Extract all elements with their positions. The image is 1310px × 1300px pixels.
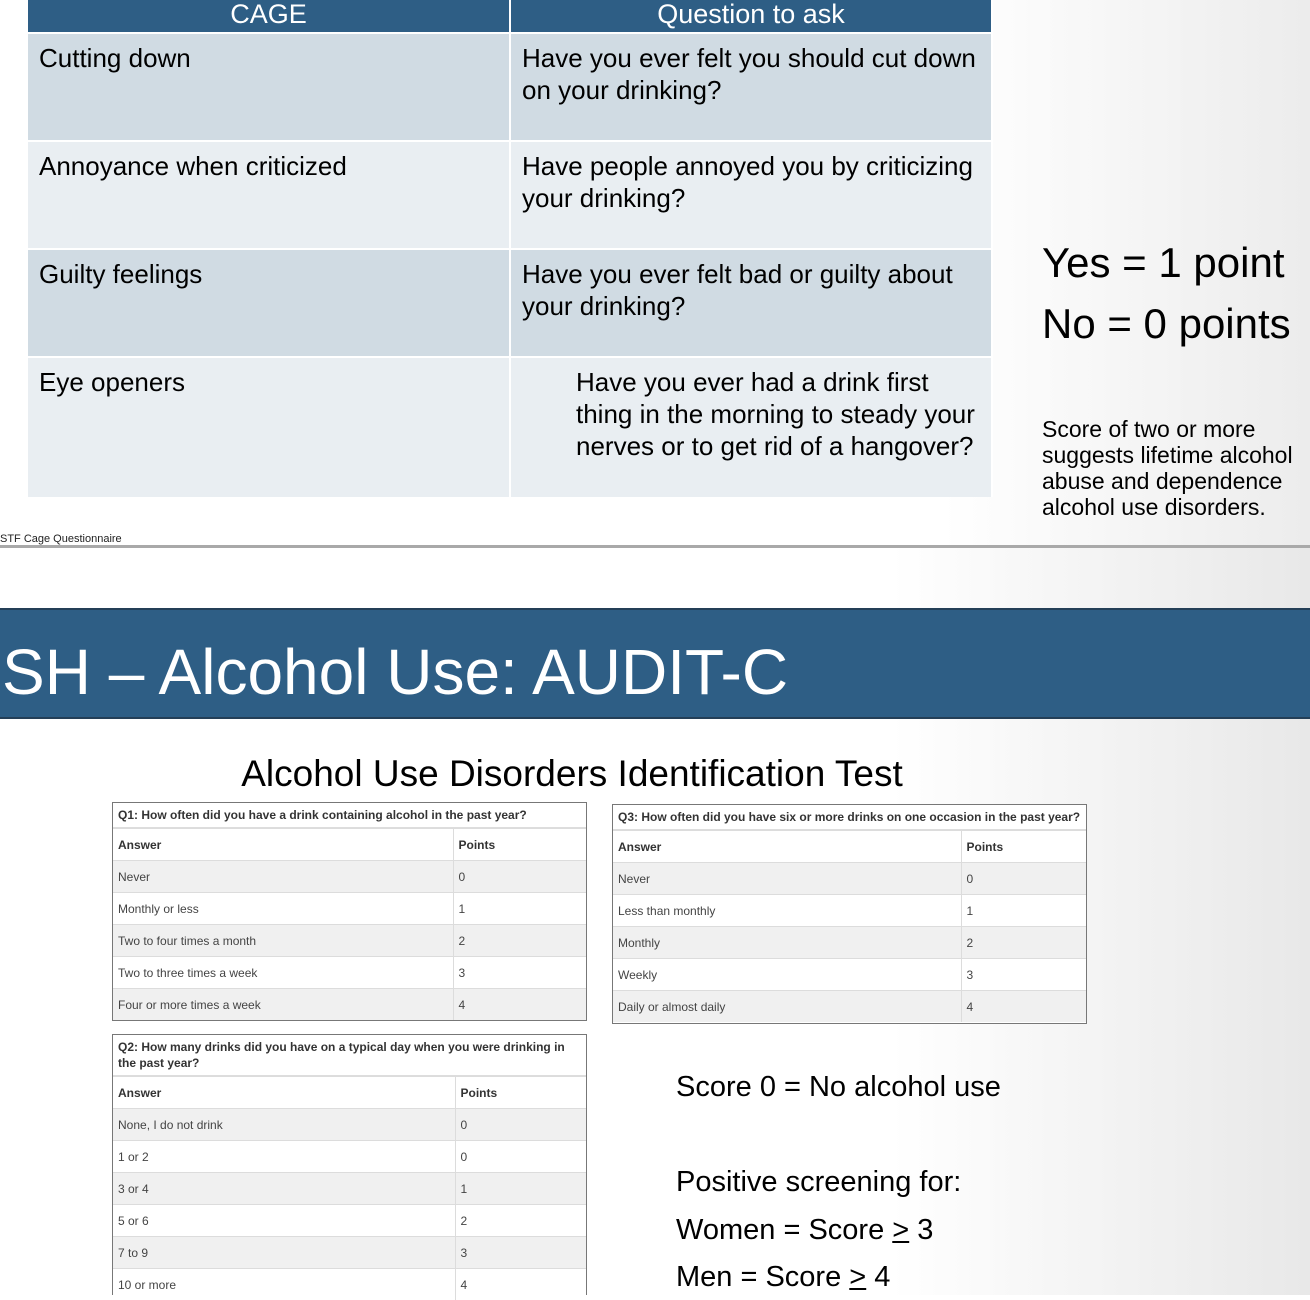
points-cell: 0: [453, 861, 586, 893]
table-row: [113, 957, 586, 989]
table-row: [613, 959, 1086, 991]
points-cell: 4: [453, 989, 586, 1021]
question-column-header: Question to ask: [510, 0, 992, 33]
table-row: [613, 927, 1086, 959]
points-cell: 1: [961, 895, 1086, 927]
points-cell: 3: [455, 1237, 586, 1269]
answer-cell: None, I do not drink: [113, 1109, 455, 1141]
table-row: [113, 1237, 586, 1269]
cage-question: Have you ever had a drink first thing in the morning to steady your nerves or to get rid of a hangover?: [510, 357, 992, 497]
table-row: [113, 989, 586, 1021]
answer-cell: 1 or 2: [113, 1141, 455, 1173]
points-cell: 3: [453, 957, 586, 989]
table-row: [113, 861, 586, 893]
slide-title: SH – Alcohol Use: AUDIT-C: [2, 636, 788, 708]
men-threshold: Men = Score > 4: [676, 1260, 890, 1294]
table-row: [113, 1173, 586, 1205]
table-header-row: [113, 1077, 586, 1109]
points-cell: 0: [455, 1109, 586, 1141]
answer-cell: 3 or 4: [113, 1173, 455, 1205]
table-row: [28, 357, 992, 497]
cage-question: Have people annoyed you by criticizing your drinking?: [510, 141, 992, 249]
title-banner: [0, 608, 1310, 719]
points-cell: 2: [961, 927, 1086, 959]
cage-item: Eye openers: [28, 357, 510, 497]
cage-column-header: CAGE: [28, 0, 510, 33]
cage-table-header: [28, 0, 992, 33]
q2-question: Q2: How many drinks did you have on a typical day when you were drinking in the past year?: [113, 1035, 586, 1076]
table-row: [113, 925, 586, 957]
points-header: Points: [455, 1077, 586, 1109]
table-row: [28, 141, 992, 249]
table-row: [28, 249, 992, 357]
answer-cell: Two to four times a month: [113, 925, 453, 957]
q3-question: Q3: How often did you have six or more drinks on one occasion in the past year?: [613, 805, 1086, 830]
positive-heading: Positive screening for:: [676, 1165, 961, 1199]
points-cell: 2: [453, 925, 586, 957]
ge-symbol: >: [849, 1261, 866, 1293]
answer-cell: Monthly: [613, 927, 961, 959]
answer-cell: Weekly: [613, 959, 961, 991]
table-row: [113, 1109, 586, 1141]
points-cell: 2: [455, 1205, 586, 1237]
points-cell: 0: [455, 1141, 586, 1173]
answer-header: Answer: [613, 831, 961, 863]
answer-cell: 7 to 9: [113, 1237, 455, 1269]
answer-cell: Two to three times a week: [113, 957, 453, 989]
answer-cell: Monthly or less: [113, 893, 453, 925]
cage-item: Annoyance when criticized: [28, 141, 510, 249]
table-row: [113, 1269, 586, 1300]
yes-points: Yes = 1 point: [1042, 232, 1291, 293]
answer-cell: Never: [113, 861, 453, 893]
cage-interpretation: Score of two or more suggests lifetime alcohol abuse and dependence alcohol use disorders.: [1042, 416, 1310, 520]
citation: STF Cage Questionnaire: [0, 533, 122, 545]
cage-table: [28, 0, 993, 497]
answer-cell: Less than monthly: [613, 895, 961, 927]
cage-scoring: [1042, 232, 1291, 354]
points-cell: 4: [961, 991, 1086, 1023]
points-cell: 4: [455, 1269, 586, 1300]
cage-slide: [0, 0, 1310, 548]
table-row: [613, 991, 1086, 1023]
table-row: [113, 1141, 586, 1173]
q1-question: Q1: How often did you have a drink containing alcohol in the past year?: [113, 803, 586, 828]
answer-cell: Daily or almost daily: [613, 991, 961, 1023]
q3-table: [612, 804, 1087, 1024]
cage-question: Have you ever felt bad or guilty about your drinking?: [510, 249, 992, 357]
audit-slide: [0, 548, 1310, 1295]
score-zero: Score 0 = No alcohol use: [676, 1070, 1001, 1104]
no-points: No = 0 points: [1042, 293, 1291, 354]
answer-cell: Never: [613, 863, 961, 895]
answer-cell: 10 or more: [113, 1269, 455, 1300]
answer-cell: 5 or 6: [113, 1205, 455, 1237]
women-threshold: Women = Score > 3: [676, 1213, 933, 1247]
answer-cell: Four or more times a week: [113, 989, 453, 1021]
table-row: [113, 1205, 586, 1237]
points-cell: 0: [961, 863, 1086, 895]
points-cell: 1: [453, 893, 586, 925]
table-row: [613, 863, 1086, 895]
table-row: [613, 895, 1086, 927]
points-cell: 1: [455, 1173, 586, 1205]
ge-symbol: >: [892, 1214, 909, 1246]
table-header-row: [113, 829, 586, 861]
answer-header: Answer: [113, 829, 453, 861]
cage-item: Guilty feelings: [28, 249, 510, 357]
points-header: Points: [453, 829, 586, 861]
q1-table: [112, 802, 587, 1021]
table-row: [28, 33, 992, 141]
cage-item: Cutting down: [28, 33, 510, 141]
table-row: [113, 893, 586, 925]
answer-header: Answer: [113, 1077, 455, 1109]
q2-table: [112, 1034, 587, 1295]
points-header: Points: [961, 831, 1086, 863]
slide-subtitle: Alcohol Use Disorders Identification Test: [0, 752, 1144, 796]
points-cell: 3: [961, 959, 1086, 991]
table-header-row: [613, 831, 1086, 863]
cage-question: Have you ever felt you should cut down on your drinking?: [510, 33, 992, 141]
